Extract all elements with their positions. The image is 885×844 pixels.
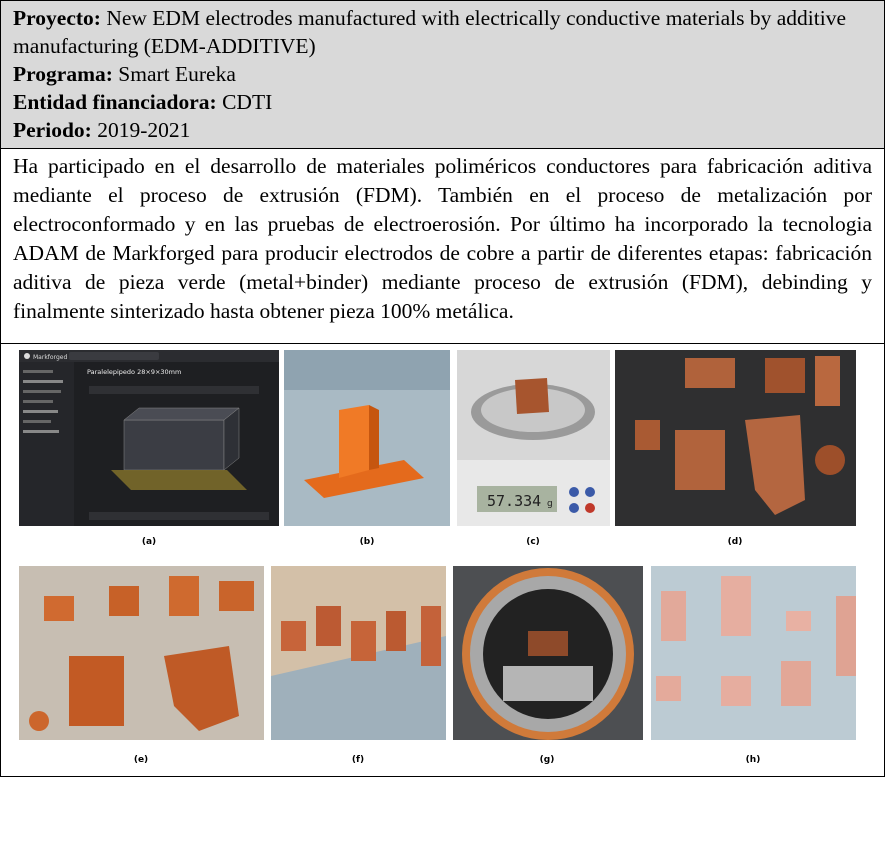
proyecto-value: New EDM electrodes manufactured with electrically conductive materials by additive manufacturing (EDM-ADDITIVE) [13, 6, 846, 58]
screen-title: Paralelepipedo 28×9×30mm [87, 368, 182, 376]
figure-c-scale [457, 350, 610, 526]
caption-c: (c) [526, 537, 540, 547]
periodo-label: Periodo: [13, 118, 92, 142]
parts-tray-image [271, 566, 446, 740]
figure-h-copper-parts [651, 566, 856, 740]
caption-b: (b) [359, 537, 375, 547]
scale-unit: g [547, 499, 553, 509]
caption-h: (h) [745, 755, 761, 765]
programa-value: Smart Eureka [112, 62, 236, 86]
entidad-value: CDTI [216, 90, 273, 114]
brand-text: Markforged [33, 354, 68, 361]
programa-label: Programa: [13, 62, 113, 86]
figure-g-furnace [453, 566, 643, 740]
scale-reading: 57.334 [487, 492, 542, 510]
periodo-row [13, 116, 872, 144]
parts-oven-image [615, 350, 856, 526]
caption-d: (d) [727, 537, 743, 547]
proyecto-label: Proyecto: [13, 6, 101, 30]
project-description: Ha participado en el desarrollo de materiales poliméricos conductores para fabricación aditiva mediante el proceso de extrusión (FDM). También en el proceso de metalización por electroconformado y en las pruebas de electroerosión. Por último ha incorporado la tecnologia ADAM de Markforged para producir electrodos de cobre a partir de diferentes etapas: fabricación aditiva de pieza verde (metal+binder) mediante proceso de extrusión (FDM), debinding y finalmente sinterizado hasta obtener pieza 100% metálica. [1, 149, 884, 344]
orange-part-image [284, 350, 450, 526]
entidad-label: Entidad financiadora: [13, 90, 217, 114]
figure-panel [1, 344, 884, 776]
caption-e: (e) [133, 755, 149, 765]
figure-f-parts-tray [271, 566, 446, 740]
caption-g: (g) [539, 755, 555, 765]
programa-row [13, 60, 872, 88]
proyecto-row [13, 4, 872, 60]
entidad-row [13, 88, 872, 116]
periodo-value: 2019-2021 [91, 118, 191, 142]
figure-d-parts-oven [615, 350, 856, 526]
scale-image [457, 350, 610, 526]
slicer-software-image [19, 350, 279, 526]
figure-e-parts-rack [19, 566, 264, 740]
parts-rack-image [19, 566, 264, 740]
caption-f: (f) [351, 755, 365, 765]
project-header [1, 1, 884, 149]
caption-a: (a) [141, 537, 157, 547]
furnace-image [453, 566, 643, 740]
figure-a-software-screenshot [19, 350, 279, 526]
figure-b-printed-part [284, 350, 450, 526]
copper-parts-image [651, 566, 856, 740]
